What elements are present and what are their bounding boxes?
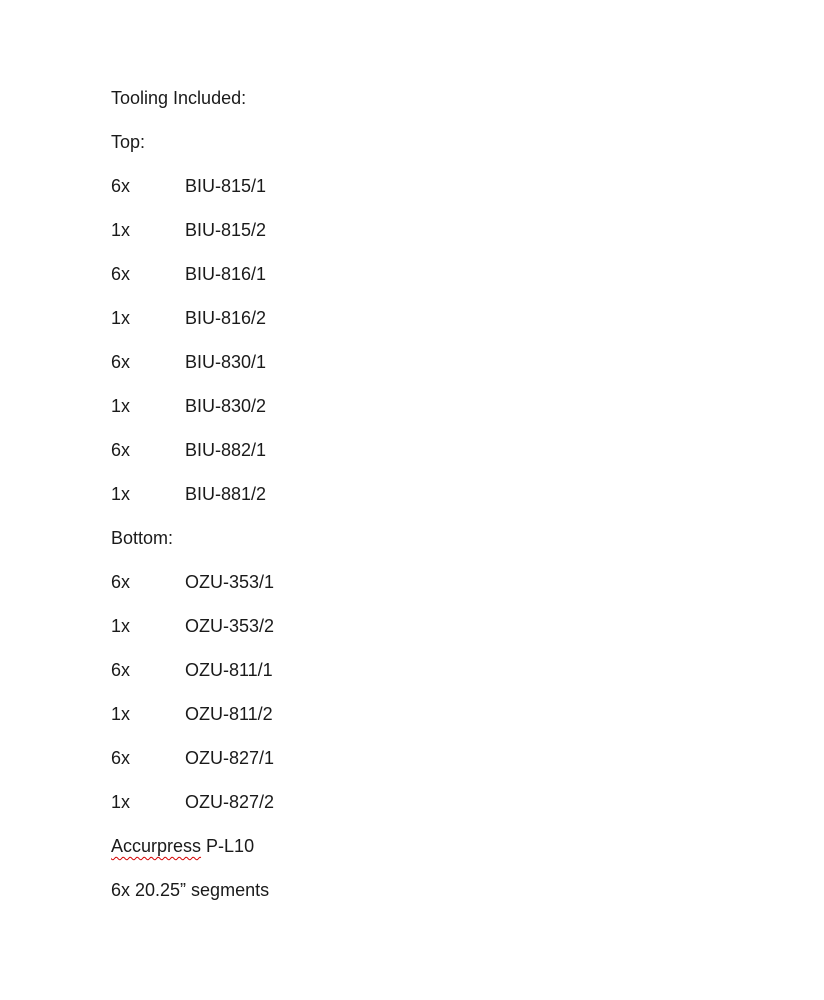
item-part-number: BIU-830/1 (185, 352, 267, 372)
section-label-bottom: Bottom: (111, 528, 174, 548)
item-quantity: 6x (111, 264, 131, 284)
press-model: P-L10 (206, 836, 255, 856)
list-item (111, 261, 711, 305)
item-part-number: OZU-827/2 (185, 792, 275, 812)
item-quantity: 6x (111, 176, 131, 196)
list-item (111, 789, 711, 833)
item-part-number: OZU-353/2 (185, 616, 275, 636)
list-item (111, 569, 711, 613)
item-part-number: BIU-815/1 (185, 176, 267, 196)
item-part-number: BIU-881/2 (185, 484, 267, 504)
item-quantity: 1x (111, 396, 131, 416)
segments-line: 6x 20.25” segments (111, 880, 270, 900)
item-part-number: OZU-827/1 (185, 748, 275, 768)
item-part-number: OZU-811/1 (185, 660, 273, 680)
document-page (111, 85, 711, 921)
item-quantity: 6x (111, 748, 131, 768)
item-quantity: 1x (111, 792, 131, 812)
spellcheck-flagged-word[interactable]: Accurpress (111, 836, 202, 856)
item-part-number: BIU-816/1 (185, 264, 267, 284)
item-quantity: 6x (111, 660, 131, 680)
list-item (111, 613, 711, 657)
accurpress-line (111, 833, 711, 877)
list-item (111, 349, 711, 393)
item-part-number: BIU-882/1 (185, 440, 267, 460)
item-quantity: 6x (111, 440, 131, 460)
heading-tooling-included: Tooling Included: (111, 88, 247, 108)
list-item (111, 657, 711, 701)
section-label-top: Top: (111, 132, 146, 152)
list-item (111, 701, 711, 745)
item-quantity: 1x (111, 616, 131, 636)
list-item (111, 173, 711, 217)
item-quantity: 1x (111, 704, 131, 724)
list-item (111, 305, 711, 349)
item-quantity: 1x (111, 308, 131, 328)
item-quantity: 6x (111, 352, 131, 372)
list-item (111, 217, 711, 261)
item-part-number: BIU-816/2 (185, 308, 267, 328)
item-quantity: 1x (111, 220, 131, 240)
item-part-number: OZU-811/2 (185, 704, 273, 724)
item-part-number: OZU-353/1 (185, 572, 275, 592)
list-item (111, 481, 711, 525)
list-item (111, 437, 711, 481)
list-item (111, 745, 711, 789)
item-quantity: 1x (111, 484, 131, 504)
item-part-number: BIU-815/2 (185, 220, 267, 240)
item-quantity: 6x (111, 572, 131, 592)
item-part-number: BIU-830/2 (185, 396, 267, 416)
list-item (111, 393, 711, 437)
